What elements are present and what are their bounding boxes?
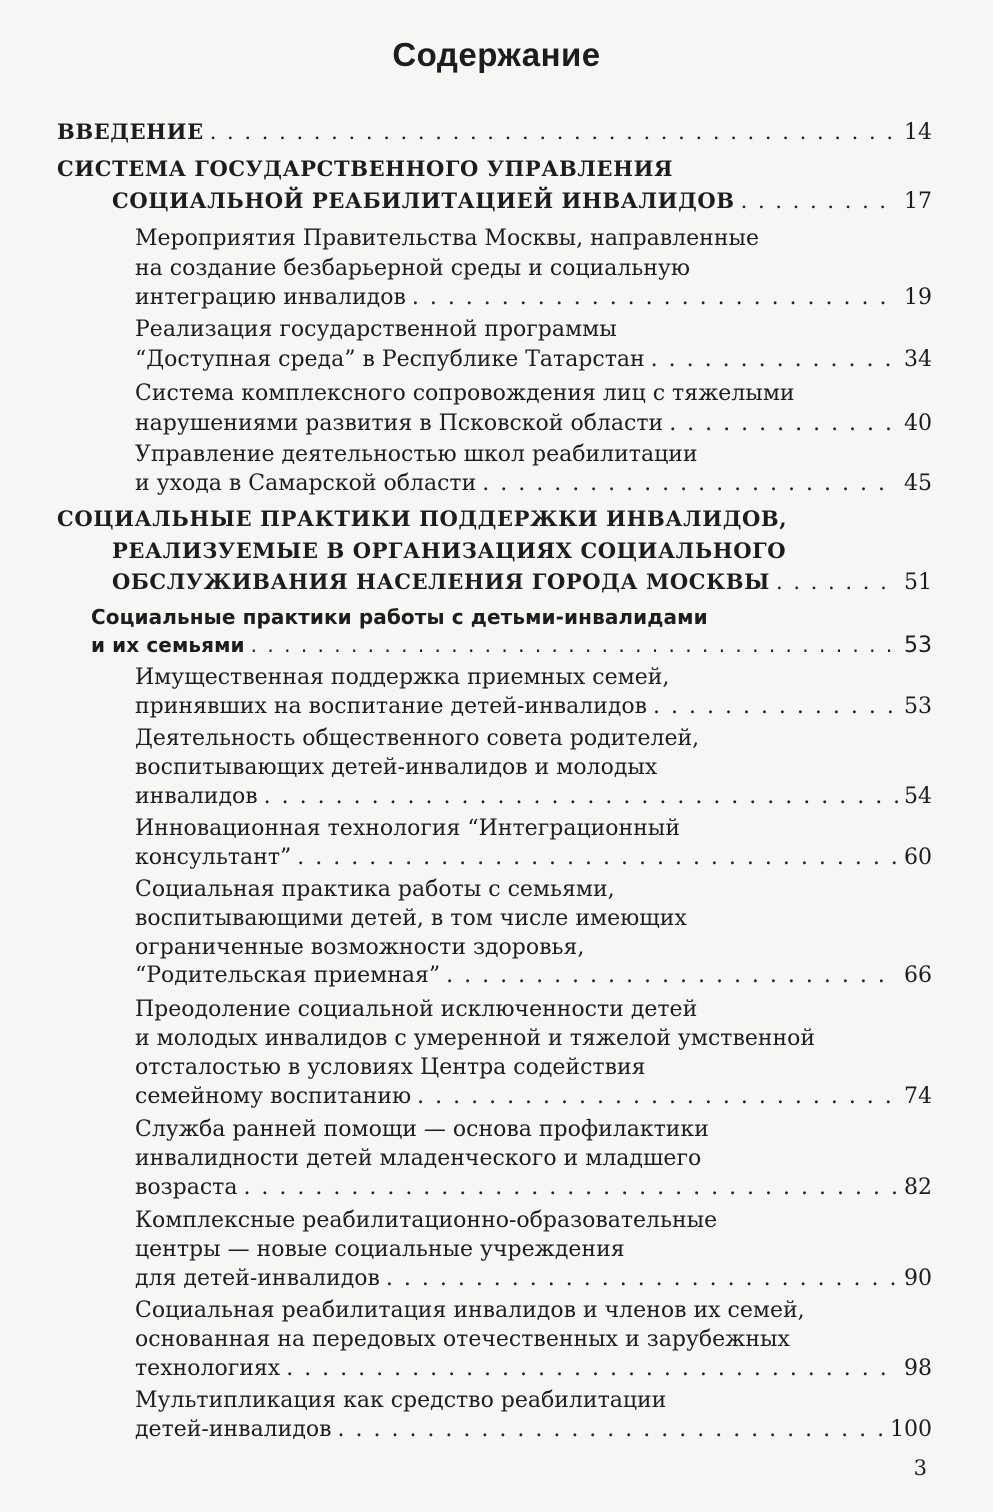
toc-entry-title: центры — новые социальные учреждения: [135, 1237, 625, 1262]
toc-page-number: 17: [904, 189, 932, 214]
toc-entry-title: Социальная практика работы с семьями,: [135, 877, 615, 902]
toc-entry-line: [135, 1207, 717, 1235]
toc-entry-line: [135, 725, 699, 753]
toc-entry-title: СОЦИАЛЬНЫЕ ПРАКТИКИ ПОДДЕРЖКИ ИНВАЛИДОВ,: [57, 506, 788, 531]
toc-entry-title: Управление деятельностью школ реабилитации: [135, 442, 698, 467]
toc-entry: [112, 568, 932, 597]
toc-page-number: 100: [890, 1417, 932, 1442]
toc-entry-line: [135, 1145, 701, 1173]
toc-entry-title: Комплексные реабилитационно-образовательные: [135, 1208, 718, 1233]
toc-entry-title: принявших на воспитание детей-инвалидов: [135, 694, 648, 719]
dot-leader: [386, 1265, 898, 1293]
toc-page-number: 45: [904, 471, 932, 496]
page-title: Содержание: [392, 36, 601, 73]
toc-entry-title: ограниченные возможности здоровья,: [135, 935, 585, 960]
toc-entry-line: [57, 505, 787, 533]
toc-page-number: 53: [904, 633, 932, 658]
toc-entry-line: [135, 1326, 790, 1354]
toc-entry: [135, 962, 932, 990]
dot-leader: [651, 346, 898, 374]
toc-page-number: 34: [904, 347, 932, 372]
toc-entry: [57, 118, 932, 147]
toc-entry-title: инвалидности детей младенческого и младшего: [135, 1146, 702, 1171]
dot-leader: [776, 568, 898, 596]
dot-leader: [210, 118, 898, 146]
toc-page-number: 51: [904, 570, 932, 595]
toc-entry-title: Инновационная технология “Интеграционный: [135, 816, 680, 841]
toc-entry-title: нарушениями развития в Псковской области: [135, 411, 664, 436]
toc-page-number: 74: [904, 1084, 932, 1109]
toc-entry: [135, 1355, 932, 1383]
toc-entry-line: [57, 155, 673, 183]
toc-entry-line: [135, 1116, 709, 1144]
toc-page-number: 66: [904, 963, 932, 988]
toc-entry-title: Имущественная поддержка приемных семей,: [135, 665, 670, 690]
dot-leader: [297, 844, 898, 872]
toc-page-number: 53: [904, 694, 932, 719]
dot-leader: [446, 962, 898, 990]
toc-entry-title: инвалидов: [135, 784, 258, 809]
toc-page-number: 54: [904, 784, 932, 809]
toc-entry-title: Социальные практики работы с детьми-инвалидами: [91, 605, 708, 629]
toc-entry-title: семейному воспитанию: [135, 1084, 412, 1109]
toc-entry: [135, 1083, 932, 1111]
toc-entry-title: возраста: [135, 1175, 238, 1200]
toc-entry-line: [135, 316, 617, 344]
toc-entry-title: воспитывающими детей, в том числе имеющих: [135, 906, 687, 931]
toc-entry-line: [135, 225, 759, 253]
toc-entry-title: на создание безбарьерной среды и социальную: [135, 256, 691, 281]
toc-entry-line: [112, 537, 786, 565]
toc-entry-line: [135, 380, 795, 408]
toc-entry: [135, 1265, 932, 1293]
toc-entry: [135, 1174, 932, 1202]
page-number: 3: [913, 1456, 927, 1480]
toc-entry: [91, 631, 932, 660]
toc-page-number: 90: [904, 1266, 932, 1291]
toc-entry-line: [135, 876, 615, 904]
dot-leader: [741, 187, 898, 215]
toc-entry-title: интеграцию инвалидов: [135, 285, 406, 310]
toc-entry: [135, 346, 932, 374]
toc-entry-line: [135, 255, 690, 283]
toc-entry-title: отсталостью в условиях Центра содействия: [135, 1055, 646, 1080]
toc-entry-line: [135, 1025, 815, 1053]
toc-entry-title: технологиях: [135, 1356, 281, 1381]
toc-entry-line: [135, 1054, 646, 1082]
dot-leader: [669, 410, 898, 438]
dot-leader: [264, 783, 898, 811]
toc-entry-title: Система комплексного сопровождения лиц с тяжелыми: [135, 381, 795, 406]
toc-entry-line: [135, 664, 669, 692]
toc-entry-title: Преодоление социальной исключенности детей: [135, 997, 698, 1022]
toc-entry-title: “Доступная среда” в Республике Татарстан: [135, 347, 645, 372]
toc-entry-title: Мультипликация как средство реабилитации: [135, 1388, 667, 1413]
toc-entry-title: основанная на передовых отечественных и зарубежных: [135, 1327, 790, 1352]
toc-entry-title: консультант”: [135, 845, 292, 870]
toc-entry: [135, 844, 932, 872]
dot-leader: [653, 693, 898, 721]
toc-entry-title: воспитывающих детей-инвалидов и молодых: [135, 755, 658, 780]
toc-page-number: 82: [904, 1175, 932, 1200]
dot-leader: [251, 631, 898, 659]
toc-entry-title: и молодых инвалидов с умеренной и тяжелой умственной: [135, 1026, 816, 1051]
dot-leader: [417, 1083, 898, 1111]
toc-entry-title: Деятельность общественного совета родителей,: [135, 726, 700, 751]
toc-entry-title: Служба ранней помощи — основа профилактики: [135, 1117, 709, 1142]
toc-entry-title: детей-инвалидов: [135, 1417, 332, 1442]
toc-page-number: 60: [904, 845, 932, 870]
dot-leader: [482, 470, 898, 498]
toc-entry-title: РЕАЛИЗУЕМЫЕ В ОРГАНИЗАЦИЯХ СОЦИАЛЬНОГО: [112, 538, 787, 563]
toc-entry-line: [91, 603, 708, 631]
dot-leader: [286, 1355, 898, 1383]
toc-entry-title: ВВЕДЕНИЕ: [57, 119, 204, 144]
toc-entry-title: и ухода в Самарской области: [135, 471, 477, 496]
toc-entry-title: СОЦИАЛЬНОЙ РЕАБИЛИТАЦИЕЙ ИНВАЛИДОВ: [112, 188, 735, 213]
toc-entry-line: [135, 754, 657, 782]
toc-entry-line: [135, 996, 697, 1024]
toc-page-number: 40: [904, 411, 932, 436]
toc-entry: [135, 470, 932, 498]
toc-entry-title: Социальная реабилитация инвалидов и членов их семей,: [135, 1298, 805, 1323]
toc-entry-line: [135, 1387, 666, 1415]
toc-entry-title: Мероприятия Правительства Москвы, направленные: [135, 226, 760, 251]
toc-entry-line: [135, 905, 687, 933]
toc-entry: [135, 284, 932, 312]
toc-entry: [112, 187, 932, 216]
dot-leader: [412, 284, 898, 312]
toc-entry: [135, 410, 932, 438]
toc-entry-title: для детей-инвалидов: [135, 1266, 380, 1291]
toc-entry-title: ОБСЛУЖИВАНИЯ НАСЕЛЕНИЯ ГОРОДА МОСКВЫ: [112, 569, 770, 594]
toc-entry: [135, 783, 932, 811]
toc-entry: [135, 1416, 932, 1444]
toc-entry-title: “Родительская приемная”: [135, 963, 441, 988]
toc-entry: [135, 693, 932, 721]
toc-entry-line: [135, 441, 698, 469]
toc-page-number: 19: [904, 285, 932, 310]
dot-leader: [338, 1416, 885, 1444]
toc-entry-title: и их семьями: [91, 633, 245, 657]
toc-page-number: 98: [904, 1356, 932, 1381]
dot-leader: [243, 1174, 898, 1202]
toc-page-number: 14: [904, 120, 932, 145]
toc-entry-line: [135, 1297, 805, 1325]
toc-entry-line: [135, 1236, 625, 1264]
toc-entry-line: [135, 934, 584, 962]
toc-entry-line: [135, 815, 680, 843]
toc-entry-title: СИСТЕМА ГОСУДАРСТВЕННОГО УПРАВЛЕНИЯ: [57, 156, 674, 181]
toc-entry-title: Реализация государственной программы: [135, 317, 617, 342]
